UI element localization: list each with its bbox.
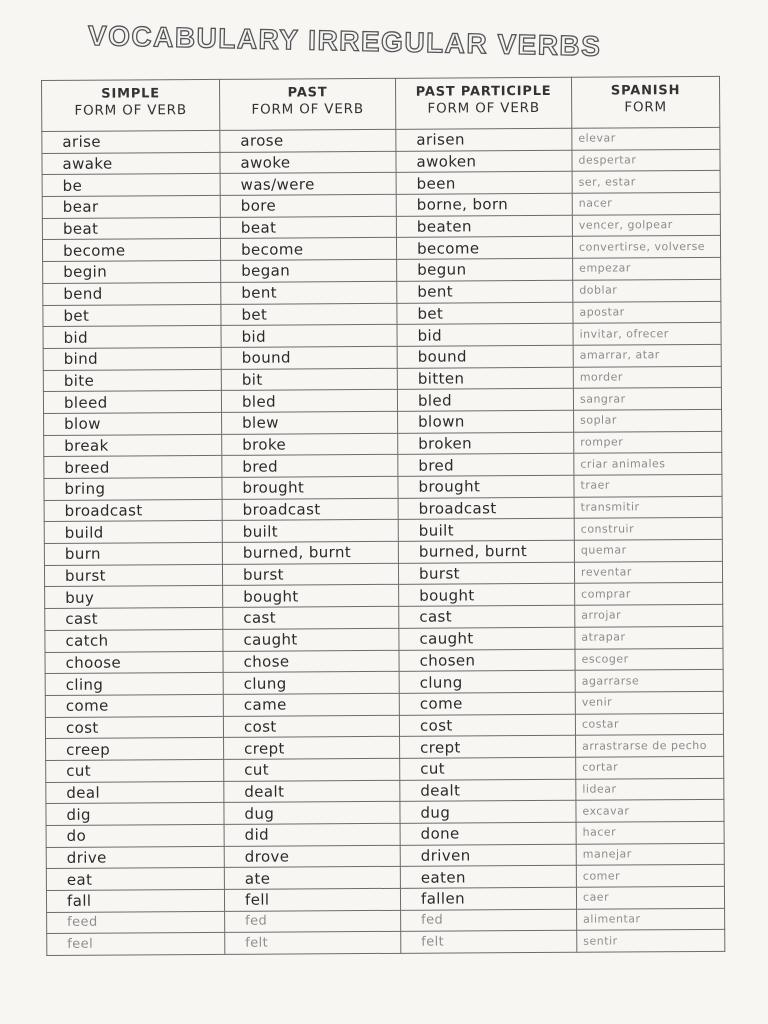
cell-simple: bid — [43, 326, 221, 349]
cell-spanish: ser, estar — [572, 171, 720, 194]
cell-participle: built — [398, 519, 574, 542]
cell-participle: bet — [397, 302, 573, 325]
cell-past: built — [222, 520, 398, 543]
cell-participle: bound — [397, 345, 573, 368]
cell-spanish: apostar — [573, 301, 721, 324]
cell-participle: felt — [401, 931, 577, 954]
cell-past: burned, burnt — [222, 541, 398, 564]
cell-spanish: criar animales — [574, 453, 722, 476]
header-spanish-line1: SPANISH — [610, 83, 681, 99]
cell-simple: dig — [46, 803, 224, 826]
cell-spanish: nacer — [572, 192, 720, 215]
cell-past: fed — [225, 910, 401, 933]
cell-participle: become — [396, 237, 572, 260]
cell-past: broke — [222, 433, 398, 456]
cell-past: clung — [223, 672, 399, 695]
cell-participle: crept — [400, 735, 576, 758]
cell-spanish: arrojar — [575, 604, 723, 627]
cell-past: came — [223, 693, 399, 716]
cell-spanish: hacer — [576, 821, 724, 844]
cell-spanish: arrastrarse de pecho — [576, 735, 724, 758]
cell-participle: burst — [398, 562, 574, 585]
cell-spanish: construir — [574, 518, 722, 541]
cell-participle: begun — [397, 258, 573, 281]
cell-simple: bite — [43, 369, 221, 392]
cell-past: cast — [223, 606, 399, 629]
cell-participle: cost — [399, 714, 575, 737]
cell-simple: buy — [45, 586, 223, 609]
header-simple-line2: FORM OF VERB — [74, 102, 187, 119]
cell-participle: caught — [399, 627, 575, 650]
cell-past: bent — [221, 281, 397, 304]
cell-spanish: sangrar — [573, 388, 721, 411]
cell-past: become — [220, 238, 396, 261]
cell-participle: dug — [400, 801, 576, 824]
cell-past: drove — [224, 845, 400, 868]
cell-past: began — [221, 259, 397, 282]
cell-spanish: comprar — [575, 583, 723, 606]
header-simple — [42, 79, 220, 131]
cell-participle: bred — [398, 454, 574, 477]
header-simple-line1: SIMPLE — [101, 86, 160, 102]
cell-simple: cast — [45, 608, 223, 631]
cell-participle: bought — [399, 584, 575, 607]
cell-past: caught — [223, 628, 399, 651]
cell-spanish: comer — [576, 865, 724, 888]
cell-spanish: venir — [575, 691, 723, 714]
cell-participle: burned, burnt — [398, 540, 574, 563]
cell-spanish: empezar — [573, 257, 721, 280]
cell-past: awoke — [220, 151, 396, 174]
cell-participle: borne, born — [396, 193, 572, 216]
cell-past: bit — [221, 368, 397, 391]
cell-participle: fed — [401, 909, 577, 932]
header-participle-line2: FORM OF VERB — [427, 99, 540, 117]
cell-spanish: invitar, ofrecer — [573, 323, 721, 346]
cell-past: cut — [224, 758, 400, 781]
cell-simple: broadcast — [44, 499, 222, 522]
cell-participle: chosen — [399, 649, 575, 672]
cell-simple: cling — [45, 673, 223, 696]
cell-simple: arise — [42, 130, 220, 153]
cell-spanish: despertar — [572, 149, 720, 172]
cell-past: bred — [222, 455, 398, 478]
cell-participle: fallen — [400, 887, 576, 910]
cell-past: beat — [220, 216, 396, 239]
cell-participle: beaten — [396, 215, 572, 238]
cell-past: fell — [224, 888, 400, 911]
cell-spanish: reventar — [574, 561, 722, 584]
cell-spanish: sentir — [577, 930, 725, 953]
cell-simple: bring — [44, 477, 222, 500]
cell-simple: bleed — [43, 391, 221, 414]
page-title: VOCABULARY IRREGULAR VERBS — [87, 20, 602, 62]
cell-past: bled — [221, 390, 397, 413]
cell-simple: burst — [44, 564, 222, 587]
cell-past: dealt — [224, 780, 400, 803]
cell-simple: begin — [43, 261, 221, 284]
verb-table — [41, 76, 725, 956]
cell-past: crept — [224, 737, 400, 760]
cell-past: bet — [221, 303, 397, 326]
cell-spanish: manejar — [576, 843, 724, 866]
cell-participle: blown — [398, 410, 574, 433]
cell-spanish: escoger — [575, 648, 723, 671]
cell-simple: drive — [46, 846, 224, 869]
cell-simple: feel — [47, 933, 225, 956]
header-past-line2: FORM OF VERB — [251, 101, 364, 118]
cell-simple: break — [44, 434, 222, 457]
cell-past: bid — [221, 325, 397, 348]
cell-past: burst — [222, 563, 398, 586]
cell-participle: dealt — [400, 779, 576, 802]
cell-past: broadcast — [222, 498, 398, 521]
cell-participle: cut — [400, 757, 576, 780]
cell-simple: burn — [44, 542, 222, 565]
cell-simple: blow — [44, 412, 222, 435]
table-row — [47, 930, 725, 956]
cell-participle: done — [400, 822, 576, 845]
cell-participle: cast — [399, 605, 575, 628]
cell-spanish: caer — [576, 886, 724, 909]
cell-participle: bent — [397, 280, 573, 303]
cell-simple: build — [44, 521, 222, 544]
header-past — [219, 78, 395, 130]
cell-spanish: excavar — [576, 800, 724, 823]
cell-simple: breed — [44, 456, 222, 479]
cell-participle: bitten — [397, 367, 573, 390]
header-participle — [395, 77, 571, 129]
cell-simple: fall — [46, 889, 224, 912]
verb-rows — [42, 127, 725, 955]
cell-past: bore — [220, 194, 396, 217]
cell-past: dug — [224, 802, 400, 825]
cell-simple: be — [42, 174, 220, 197]
cell-participle: awoken — [396, 150, 572, 173]
cell-spanish: transmitir — [574, 496, 722, 519]
cell-past: chose — [223, 650, 399, 673]
cell-simple: deal — [46, 781, 224, 804]
cell-participle: eaten — [400, 866, 576, 889]
cell-simple: choose — [45, 651, 223, 674]
cell-past: did — [224, 823, 400, 846]
cell-simple: feed — [47, 911, 225, 934]
cell-simple: bet — [43, 304, 221, 327]
cell-spanish: traer — [574, 474, 722, 497]
cell-simple: awake — [42, 152, 220, 175]
cell-past: was/were — [220, 173, 396, 196]
cell-participle: driven — [400, 844, 576, 867]
cell-spanish: romper — [574, 431, 722, 454]
cell-simple: bend — [43, 282, 221, 305]
cell-participle: bid — [397, 323, 573, 346]
cell-spanish: quemar — [574, 539, 722, 562]
cell-spanish: vencer, golpear — [572, 214, 720, 237]
header-past-line1: PAST — [287, 85, 328, 101]
cell-participle: brought — [398, 475, 574, 498]
cell-past: brought — [222, 476, 398, 499]
cell-spanish: amarrar, atar — [573, 344, 721, 367]
cell-spanish: atrapar — [575, 626, 723, 649]
cell-participle: come — [399, 692, 575, 715]
cell-past: arose — [220, 129, 396, 152]
cell-past: blew — [222, 411, 398, 434]
cell-spanish: soplar — [574, 409, 722, 432]
header-spanish — [571, 76, 719, 128]
cell-spanish: lidear — [576, 778, 724, 801]
header-participle-line1: PAST PARTICIPLE — [415, 83, 552, 100]
cell-simple: do — [46, 824, 224, 847]
cell-spanish: costar — [575, 713, 723, 736]
cell-simple: eat — [46, 868, 224, 891]
cell-spanish: cortar — [576, 756, 724, 779]
header-spanish-line2: FORM — [624, 99, 668, 116]
cell-past: bound — [221, 346, 397, 369]
cell-spanish: agarrarse — [575, 670, 723, 693]
cell-participle: bled — [397, 389, 573, 412]
cell-simple: bear — [42, 195, 220, 218]
cell-past: ate — [224, 867, 400, 890]
header-row — [42, 76, 720, 131]
verb-table-container — [41, 76, 724, 956]
cell-simple: bind — [43, 347, 221, 370]
cell-spanish: morder — [573, 366, 721, 389]
cell-simple: beat — [42, 217, 220, 240]
cell-simple: come — [45, 694, 223, 717]
cell-spanish: convertirse, volverse — [572, 236, 720, 259]
cell-simple: become — [42, 239, 220, 262]
cell-participle: clung — [399, 670, 575, 693]
cell-spanish: doblar — [573, 279, 721, 302]
cell-simple: cost — [45, 716, 223, 739]
cell-simple: catch — [45, 629, 223, 652]
cell-spanish: alimentar — [577, 908, 725, 931]
cell-past: cost — [223, 715, 399, 738]
cell-participle: been — [396, 172, 572, 195]
cell-simple: cut — [46, 759, 224, 782]
cell-simple: creep — [46, 738, 224, 761]
cell-participle: broadcast — [398, 497, 574, 520]
cell-spanish: elevar — [572, 127, 720, 150]
cell-participle: broken — [398, 432, 574, 455]
cell-past: felt — [225, 932, 401, 955]
cell-participle: arisen — [396, 128, 572, 151]
cell-past: bought — [223, 585, 399, 608]
